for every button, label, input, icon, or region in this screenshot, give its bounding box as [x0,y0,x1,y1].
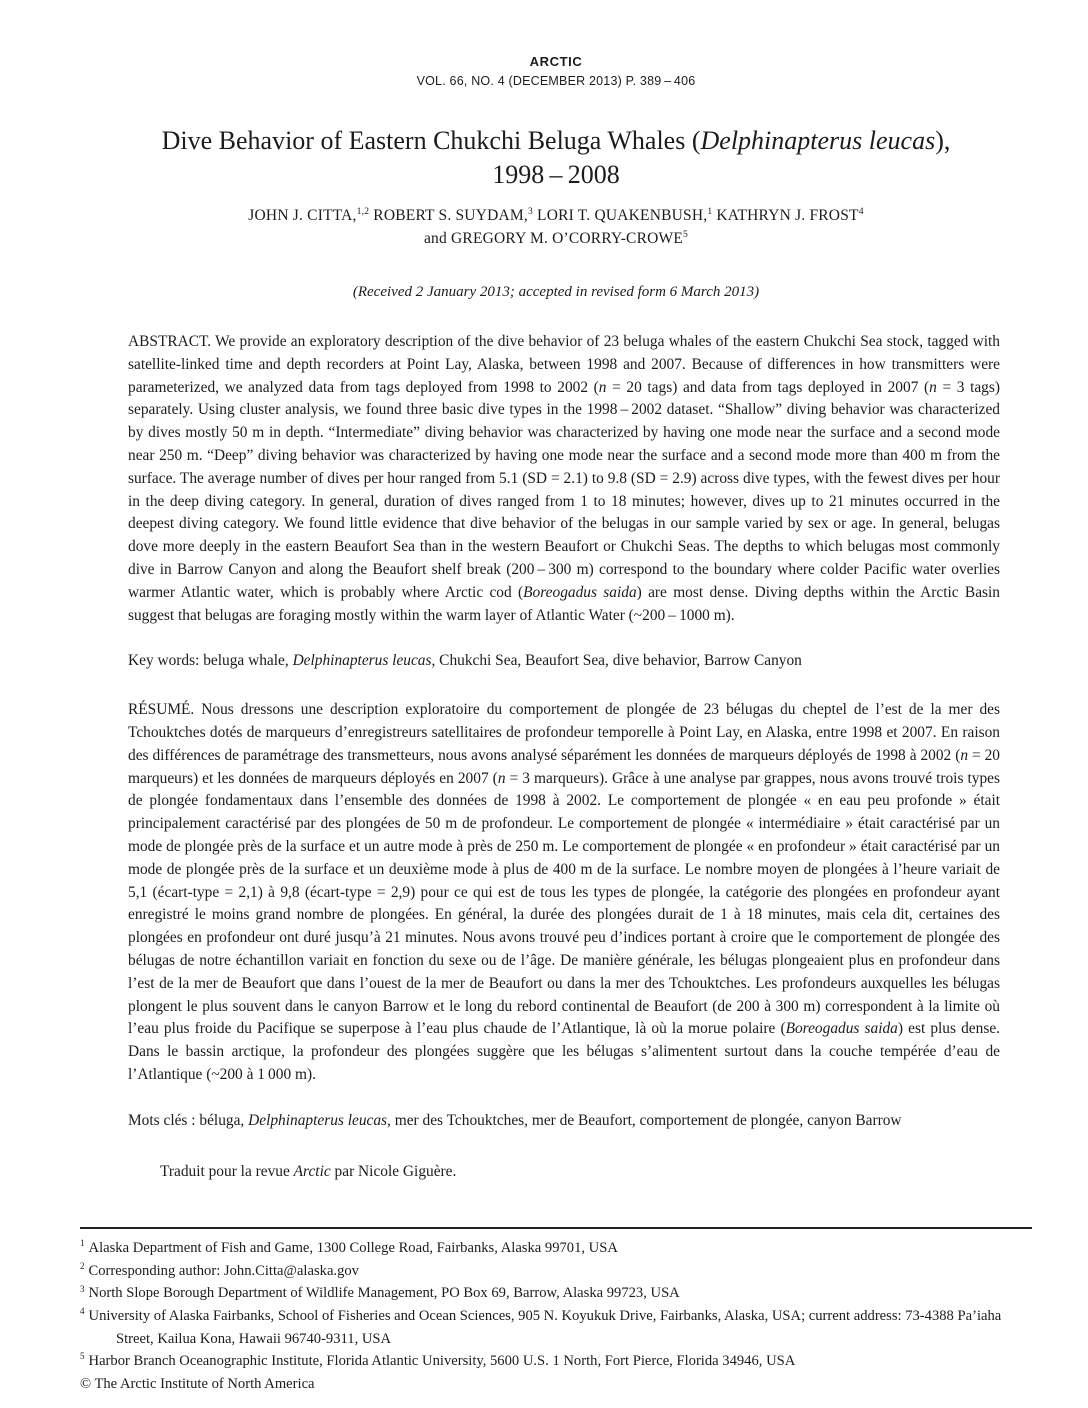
author-affiliation-marker: 4 [858,205,864,217]
keywords-line [128,650,1000,673]
footnote-2 [80,1260,1032,1283]
footnote-text: Corresponding author: [88,1262,224,1279]
resume-text: ) est plus dense. Dans le bassin arctique, la profondeur des plongées suggère que les bélugas s’alimentent surtout dans la couche tempérée d’eau de l’Atlantique (~200 à 1 000 m). [128,1020,1001,1083]
authors-line-2 [80,227,1032,250]
keywords-species-name: Delphinapterus leucas [292,652,432,670]
keywords-text: , Chukchi Sea, Beaufort Sea, dive behavior, Barrow Canyon [431,652,802,670]
footnote-marker: 4 [80,1306,85,1317]
resume-paragraph [128,699,1000,1087]
abstract-text: ) are most dense. Diving depths within the Arctic Basin suggest that belugas are foraging mostly within the warm layer of Atlantic Water (~200 – 1000 m). [128,583,1000,624]
abstract-n-italic: n [598,378,607,396]
translation-journal-italic: Arctic [293,1162,331,1180]
resume-text: = 20 marqueurs) et les données de marqueurs déployés en 2007 ( [128,746,1000,787]
abstract-n-italic: n [929,378,937,396]
translation-text: Traduit pour la revue [160,1162,294,1180]
footnote-text: Alaska Department of Fish and Game, 1300 College Road, Fairbanks, Alaska 99701, USA [88,1240,618,1257]
footnote-rule [80,1227,1032,1229]
title-years: 1998 – 2008 [492,160,620,189]
author-name: KATHRYN J. FROST [712,207,859,224]
journal-volume-line: VOL. 66, NO. 4 (DECEMBER 2013) P. 389 – 406 [416,74,696,88]
author-affiliation-marker: 1,2 [356,205,370,217]
journal-header [80,54,1032,88]
author-name: LORI T. QUAKENBUSH, [532,207,708,224]
footnote-marker: 2 [80,1261,85,1272]
author-name: and GREGORY M. O’CORRY-CROWE [423,230,684,247]
footnote-text: University of Alaska Fairbanks, School of Fisheries and Ocean Sciences, 905 N. Koyukuk Drive, Fairbanks, Alaska, USA; current address: 73-4388 Pa’iaha Street, Kailua Kona, Hawaii 96740-9311, USA [88,1308,1002,1347]
title-text: Dive Behavior of Eastern Chukchi Beluga Whales ( [161,126,701,155]
abstract-text: = 20 tags) and data from tags deployed in 2007 ( [606,378,930,396]
copyright-line: © The Arctic Institute of North America [80,1375,315,1392]
author-list [80,204,1032,250]
resume-text: = 3 marqueurs). Grâce à une analyse par grappes, nous avons trouvé trois types de plongée fondamentaux dans l’ensemble des données de 1998 à 2002. Le comportement de plongée « en eau peu profonde » était principalement caractérisé par des plongées de 50 m de profondeur. Le comportement de plongée « intermédiaire » était caractérisé par un mode de plongée près de la surface et un autre mode à près de 250 m. Le comportement de plongée « en profondeur » était caractérisé par un mode de plongée près de la surface et un deuxième mode à plus de 400 m de la surface. Le nombre moyen de plongées à l’heure variait de 5,1 (écart-type = 2,1) à 9,8 (écart-type = 2,9) pour ce qui est de tous les types de plongée, la catégorie des plongées en profondeur ayant enregistré le moins grand nombre de plongées. En général, la durée des plongées durait de 1 à 18 minutes, mais cela dit, certaines des plongées en profondeur ont duré jusqu’à 21 minutes. Nous avons trouvé peu d’indices portant à croire que le comportement de plongée des bélugas de notre échantillon variait en fonction du sexe ou de l’âge. De manière générale, les bélugas plongeaient plus en profondeur dans l’est de la mer de Beaufort que dans l’ouest de la mer de Beaufort ou dans la mer des Tchouktches. Les profondeurs auxquelles les bélugas plongent le plus souvent dans le canyon Barrow et le long du rebord continental de Beaufort (de 200 à 300 m) correspondent à la limite où l’eau plus froide du Pacifique se superpose à l’eau plus chaude de l’Atlantique, là où la morue polaire ( [128,769,1000,1038]
motscles-line [128,1110,1000,1133]
footnote-marker: 5 [80,1351,85,1362]
footnote-text: North Slope Borough Department of Wildlife Management, PO Box 69, Barrow, Alaska 99723, USA [88,1285,680,1302]
translation-credit [160,1161,1000,1184]
abstract-species-name: Boreogadus saida [523,583,637,601]
journal-name: ARCTIC [529,54,583,69]
translation-text: par Nicole Giguère. [330,1162,457,1180]
footnote-5 [80,1350,1032,1373]
footnote-marker: 3 [80,1283,85,1294]
footnote-1 [80,1237,1032,1260]
footnote-marker: 1 [80,1238,85,1249]
authors-line-1 [80,204,1032,227]
author-affiliation-marker: 3 [527,205,533,217]
article-title [80,124,1032,192]
corresponding-email: John.Citta@alaska.gov [223,1262,359,1279]
footnote-3 [80,1282,1032,1305]
resume-n-italic: n [497,769,506,787]
keywords-label-text: Key words: beluga whale, [128,652,293,670]
received-note: (Received 2 January 2013; accepted in revised form 6 March 2013) [352,284,760,300]
abstract-paragraph [128,331,1000,627]
motscles-species-name: Delphinapterus leucas [248,1111,388,1129]
title-text-tail: ), [935,126,951,155]
resume-text: RÉSUMÉ. Nous dressons une description exploratoire du comportement de plongée de 23 bélugas du cheptel de l’est de la mer des Tchouktches dotés de marqueurs d’enregistreurs satellitaires de profondeur temporelle à Point Lay, en Alaska, entre 1998 et 2007. En raison des différences de paramétrage des transmetteurs, nous avons analysé séparément les données de marqueurs déployés de 1998 à 2002 ( [128,701,1000,764]
abstract-text: ABSTRACT. We provide an exploratory description of the dive behavior of 23 beluga whales of the eastern Chukchi Sea stock, tagged with satellite-linked time and depth recorders at Point Lay, Alaska, between 1998 and 2007. Because of differences in how transmitters were parameterized, we analyzed data from tags deployed from 1998 to 2002 ( [128,333,1000,396]
motscles-label-text: Mots clés : béluga, [128,1111,249,1129]
motscles-text: , mer des Tchouktches, mer de Beaufort, comportement de plongée, canyon Barrow [387,1111,902,1129]
author-affiliation-marker: 5 [683,228,689,240]
abstract-text: = 3 tags) separately. Using cluster analysis, we found three basic dive types in the 1998 – 2002 dataset. “Shallow” diving behavior was characterized by dives mostly 50 m in depth. “Intermediate” diving behavior was characterized by having one mode near the surface and a second mode near 250 m. “Deep” diving behavior was characterized by having one mode near the surface and a second mode more than 400 m from the surface. The average number of dives per hour ranged from 5.1 (SD = 2.1) to 9.8 (SD = 2.9) across dive types, with the fewest dives per hour in the deep diving category. In general, duration of dives ranged from 1 to 18 minutes; however, dives up to 21 minutes occurred in the deepest diving category. We found little evidence that dive behavior of the belugas in our sample varied by sex or age. In general, belugas dove more deeply in the eastern Beaufort Sea than in the western Beaufort or Chukchi Seas. The depths to which belugas most commonly dive in Barrow Canyon and along the Beaufort shelf break (200 – 300 m) correspond to the boundary where colder Pacific water overlies warmer Atlantic water, which is probably where Arctic cod ( [128,378,1000,601]
footnote-text: Harbor Branch Oceanographic Institute, Florida Atlantic University, 5600 U.S. 1 North, Fort Pierce, Florida 34946, USA [88,1353,796,1370]
author-affiliation-marker: 1 [707,205,713,217]
resume-n-italic: n [960,746,969,764]
title-species-name: Delphinapterus leucas [700,126,936,155]
footnote-4 [80,1305,1032,1350]
footnotes [80,1237,1032,1395]
author-name: JOHN J. CITTA, [248,207,357,224]
author-name: ROBERT S. SUYDAM, [369,207,528,224]
resume-species-name: Boreogadus saida [785,1020,898,1038]
